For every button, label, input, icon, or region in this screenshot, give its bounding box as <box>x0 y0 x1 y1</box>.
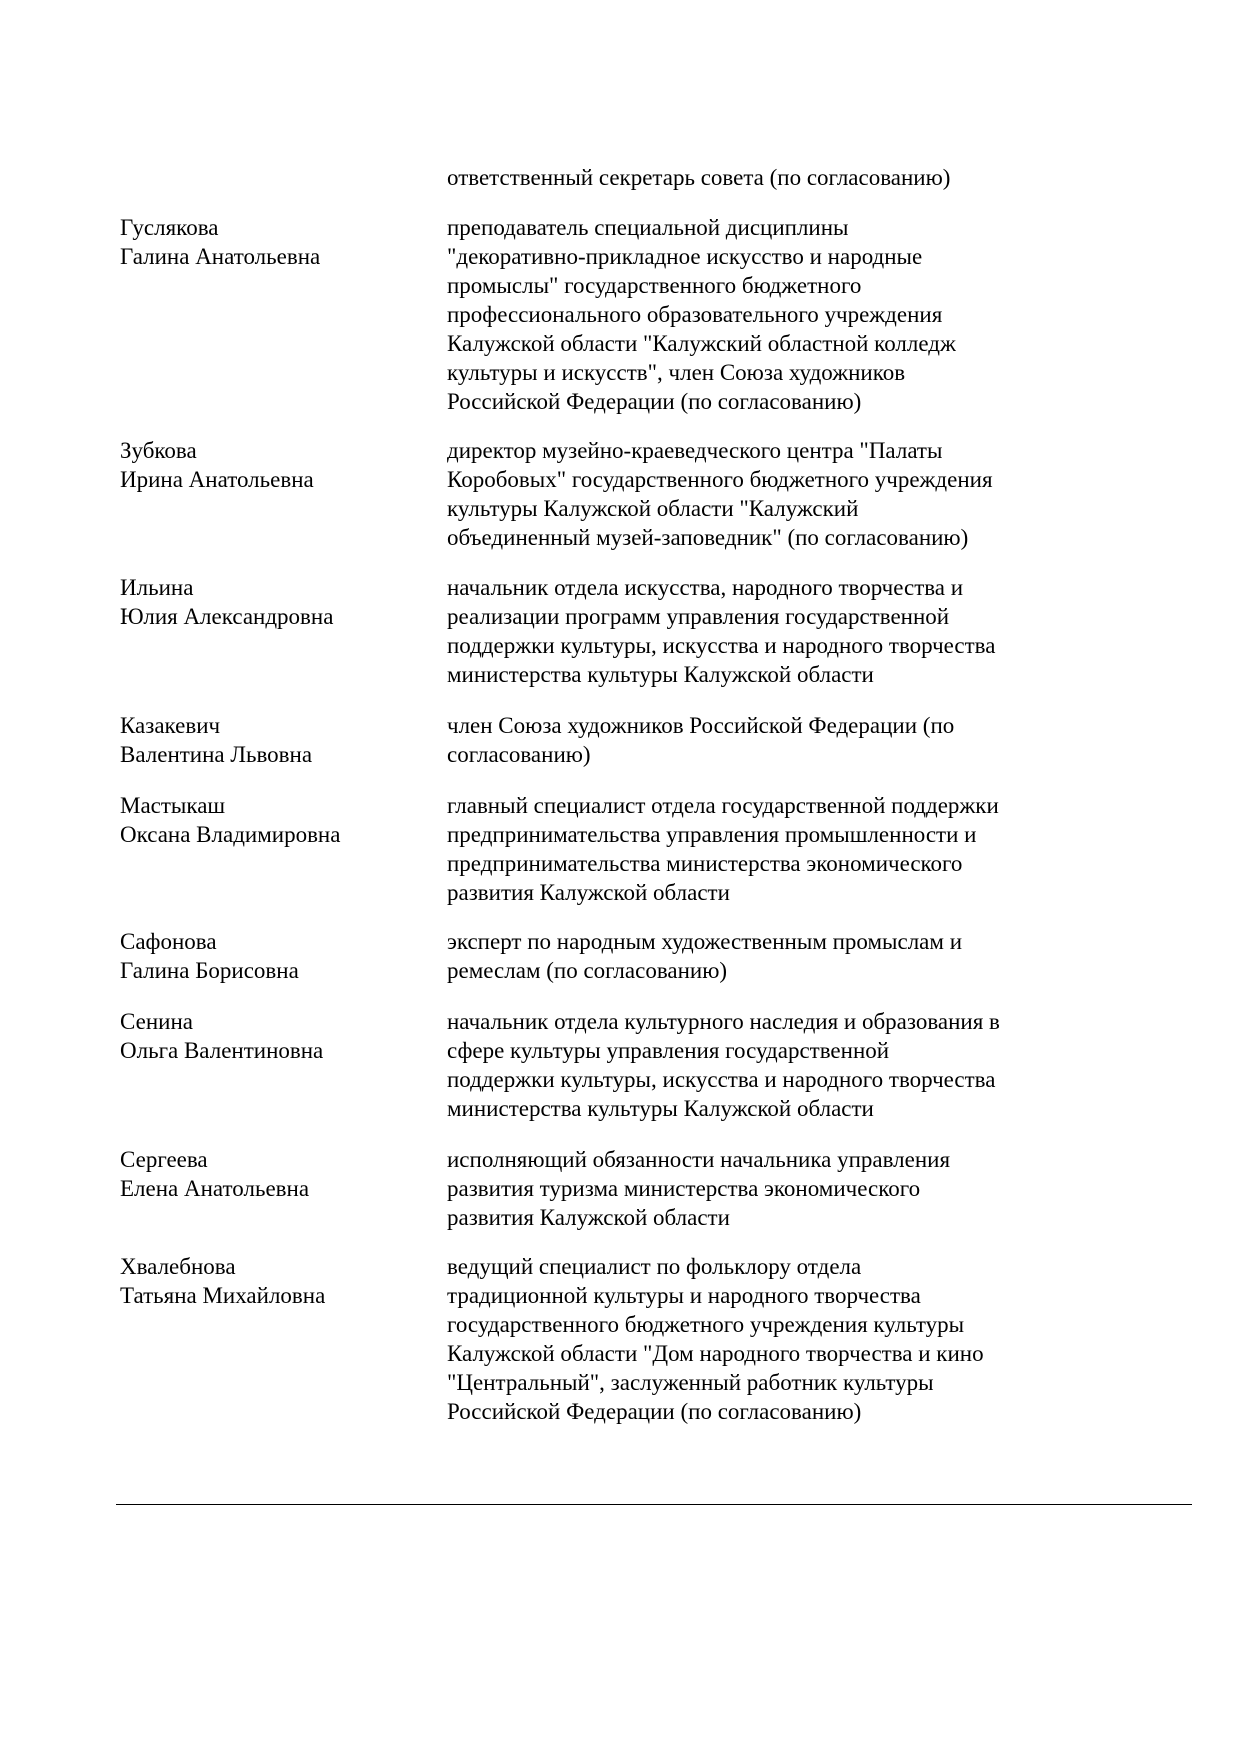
member-position <box>447 791 1087 907</box>
position-line: поддержки культуры, искусства и народного творчества <box>447 1067 996 1092</box>
position-line: Российской Федерации (по согласованию) <box>447 1399 862 1424</box>
position-line: сфере культуры управления государственной <box>447 1038 890 1063</box>
position-line: предпринимательства министерства экономического <box>447 851 963 876</box>
member-given: Ольга Валентиновна <box>120 1038 324 1063</box>
member-surname: Сергеева <box>120 1147 208 1172</box>
position-line: член Союза художников Российской Федерации (по <box>447 713 955 738</box>
member-name <box>120 791 440 849</box>
position-line: профессионального образовательного учреждения <box>447 302 943 327</box>
member-position <box>447 573 1087 689</box>
position-line: культуры Калужской области "Калужский <box>447 496 859 521</box>
position-line: развития туризма министерства экономического <box>447 1176 921 1201</box>
position-line: министерства культуры Калужской области <box>447 1096 874 1121</box>
member-position <box>447 927 1087 985</box>
member-given: Татьяна Михайловна <box>120 1283 326 1308</box>
position-line: Российской Федерации (по согласованию) <box>447 389 862 414</box>
position-line: традиционной культуры и народного творчества <box>447 1283 921 1308</box>
member-given: Ирина Анатольевна <box>120 467 314 492</box>
position-line: министерства культуры Калужской области <box>447 662 874 687</box>
member-surname: Мастыкаш <box>120 793 226 818</box>
position-line: ремеслам (по согласованию) <box>447 958 728 983</box>
member-name <box>120 1007 440 1065</box>
member-position <box>447 436 1087 552</box>
position-line: развития Калужской области <box>447 1205 730 1230</box>
position-line: культуры и искусств", член Союза художников <box>447 360 906 385</box>
position-line: "декоративно-прикладное искусство и народные <box>447 244 923 269</box>
member-given: Валентина Львовна <box>120 742 313 767</box>
member-surname: Гуслякова <box>120 215 219 240</box>
position-line: начальник отдела искусства, народного творчества и <box>447 575 964 600</box>
member-surname: Хвалебнова <box>120 1254 236 1279</box>
member-given: Юлия Александровна <box>120 604 334 629</box>
member-name <box>120 573 440 631</box>
position-line: Калужской области "Дом народного творчества и кино <box>447 1341 984 1366</box>
member-surname: Ильина <box>120 575 194 600</box>
position-line: преподаватель специальной дисциплины <box>447 215 849 240</box>
member-name <box>120 436 440 494</box>
position-line: главный специалист отдела государственной поддержки <box>447 793 999 818</box>
position-line: ведущий специалист по фольклору отдела <box>447 1254 862 1279</box>
member-name <box>120 927 440 985</box>
member-position <box>447 213 1087 416</box>
member-name <box>120 711 440 769</box>
member-given: Елена Анатольевна <box>120 1176 310 1201</box>
position-line: директор музейно-краеведческого центра "Палаты <box>447 438 943 463</box>
position-line: государственного бюджетного учреждения культуры <box>447 1312 965 1337</box>
position-line: эксперт по народным художественным промыслам и <box>447 929 963 954</box>
member-name <box>120 1252 440 1310</box>
position-line: развития Калужской области <box>447 880 730 905</box>
member-position <box>447 711 1087 769</box>
member-position <box>447 1007 1087 1123</box>
member-given: Оксана Владимировна <box>120 822 341 847</box>
member-position <box>447 1252 1087 1426</box>
horizontal-rule <box>116 1504 1192 1505</box>
position-line: согласованию) <box>447 742 591 767</box>
member-position <box>447 1145 1087 1232</box>
position-line: промыслы" государственного бюджетного <box>447 273 862 298</box>
position-line: объединенный музей-заповедник" (по согласованию) <box>447 525 969 550</box>
member-surname: Казакевич <box>120 713 221 738</box>
member-name <box>120 213 440 271</box>
position-line: предпринимательства управления промышленности и <box>447 822 977 847</box>
position-line: Коробовых" государственного бюджетного учреждения <box>447 467 993 492</box>
member-name <box>120 1145 440 1203</box>
position-line: Калужской области "Калужский областной колледж <box>447 331 956 356</box>
position-line: "Центральный", заслуженный работник культуры <box>447 1370 934 1395</box>
member-surname: Сафонова <box>120 929 217 954</box>
member-surname: Зубкова <box>120 438 197 463</box>
position-line: поддержки культуры, искусства и народного творчества <box>447 633 996 658</box>
member-surname: Сенина <box>120 1009 193 1034</box>
member-given: Галина Анатольевна <box>120 244 321 269</box>
position-line: начальник отдела культурного наследия и образования в <box>447 1009 1000 1034</box>
position-line: реализации программ управления государственной <box>447 604 950 629</box>
intro-line: ответственный секретарь совета (по согласованию) <box>447 165 951 190</box>
position-line: исполняющий обязанности начальника управления <box>447 1147 951 1172</box>
member-given: Галина Борисовна <box>120 958 299 983</box>
